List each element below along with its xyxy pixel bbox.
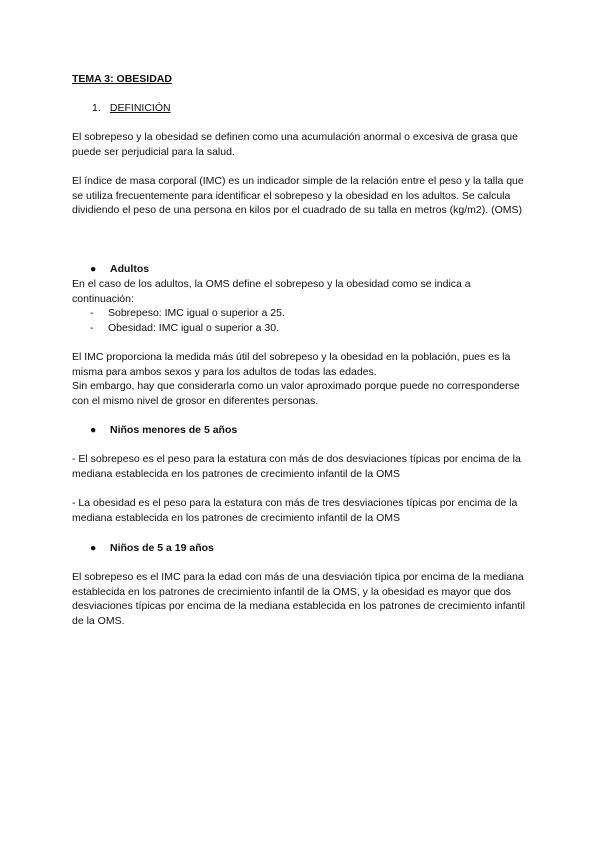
paragraph-menores5-obesidad: - La obesidad es el peso para la estatura con más de tres desviaciones típicas por encima de la mediana establecida en los patrones de crecimiento infantil de la OMS bbox=[72, 497, 518, 524]
bullet-heading-label: Niños menores de 5 años bbox=[110, 424, 238, 436]
paragraph-ninos5a19: El sobrepeso es el IMC para la edad con más de una desviación típica por encima de la mediana establecida en los patrones de crecimiento infantil de la OMS, y la obesidad es mayor que dos desviaciones típicas por encima de la mediana establecida en los patrones de crecimiento infantil de la OMS. bbox=[72, 571, 525, 627]
bullet-heading-label: Adultos bbox=[110, 263, 150, 275]
list-item bbox=[90, 321, 285, 336]
list-item bbox=[90, 306, 285, 321]
bullet-heading-label: Niños de 5 a 19 años bbox=[110, 542, 214, 554]
section-number: 1. bbox=[92, 102, 101, 114]
paragraph-menores5-sobrepeso: - El sobrepeso es el peso para la estatura con más de dos desviaciones típicas por encima de la mediana establecida en los patrones de crecimiento infantil de la OMS bbox=[72, 453, 521, 480]
bullet-heading-adultos bbox=[90, 262, 149, 277]
bullet-heading-menores5 bbox=[90, 423, 237, 438]
adultos-list bbox=[90, 306, 285, 335]
section-label: DEFINICIÓN bbox=[109, 102, 171, 114]
paragraph-imc: El índice de masa corporal (IMC) es un indicador simple de la relación entre el peso y la talla que se utiliza frecuentemente para identificar el sobrepeso y la obesidad en los adultos. Se calcula dividiendo el peso de una persona en kilos por el cuadrado de su talla en metros (kg/m2). (OMS) bbox=[72, 175, 524, 216]
bullet-heading-ninos5a19 bbox=[90, 541, 214, 556]
dash-marker: - bbox=[90, 307, 94, 319]
list-item-text: Obesidad: IMC igual o superior a 30. bbox=[108, 321, 280, 334]
dash-marker: - bbox=[90, 321, 94, 334]
page-title: TEMA 3: OBESIDAD bbox=[72, 73, 172, 85]
section-heading-definicion bbox=[92, 101, 171, 116]
paragraph-adultos-intro: En el caso de los adultos, la OMS define el sobrepeso y la obesidad como se indica a continuación: bbox=[72, 278, 471, 305]
paragraph-definition: El sobrepeso y la obesidad se definen como una acumulación anormal o excesiva de grasa que puede ser perjudicial para la salud. bbox=[72, 131, 518, 158]
paragraph-adultos-imc: El IMC proporciona la medida más útil del sobrepeso y la obesidad en la población, pues es la misma para ambos sexos y para los adultos de todas las edades. bbox=[72, 351, 511, 378]
bullet-icon: ● bbox=[90, 263, 97, 275]
bullet-icon: ● bbox=[90, 424, 97, 436]
paragraph-adultos-sin-embargo: Sin embargo, hay que considerarla como un valor aproximado porque puede no corresponderse con el mismo nivel de grosor en diferentes personas. bbox=[72, 380, 520, 407]
list-item-text: Sobrepeso: IMC igual o superior a 25. bbox=[108, 307, 285, 319]
bullet-icon: ● bbox=[90, 542, 97, 554]
